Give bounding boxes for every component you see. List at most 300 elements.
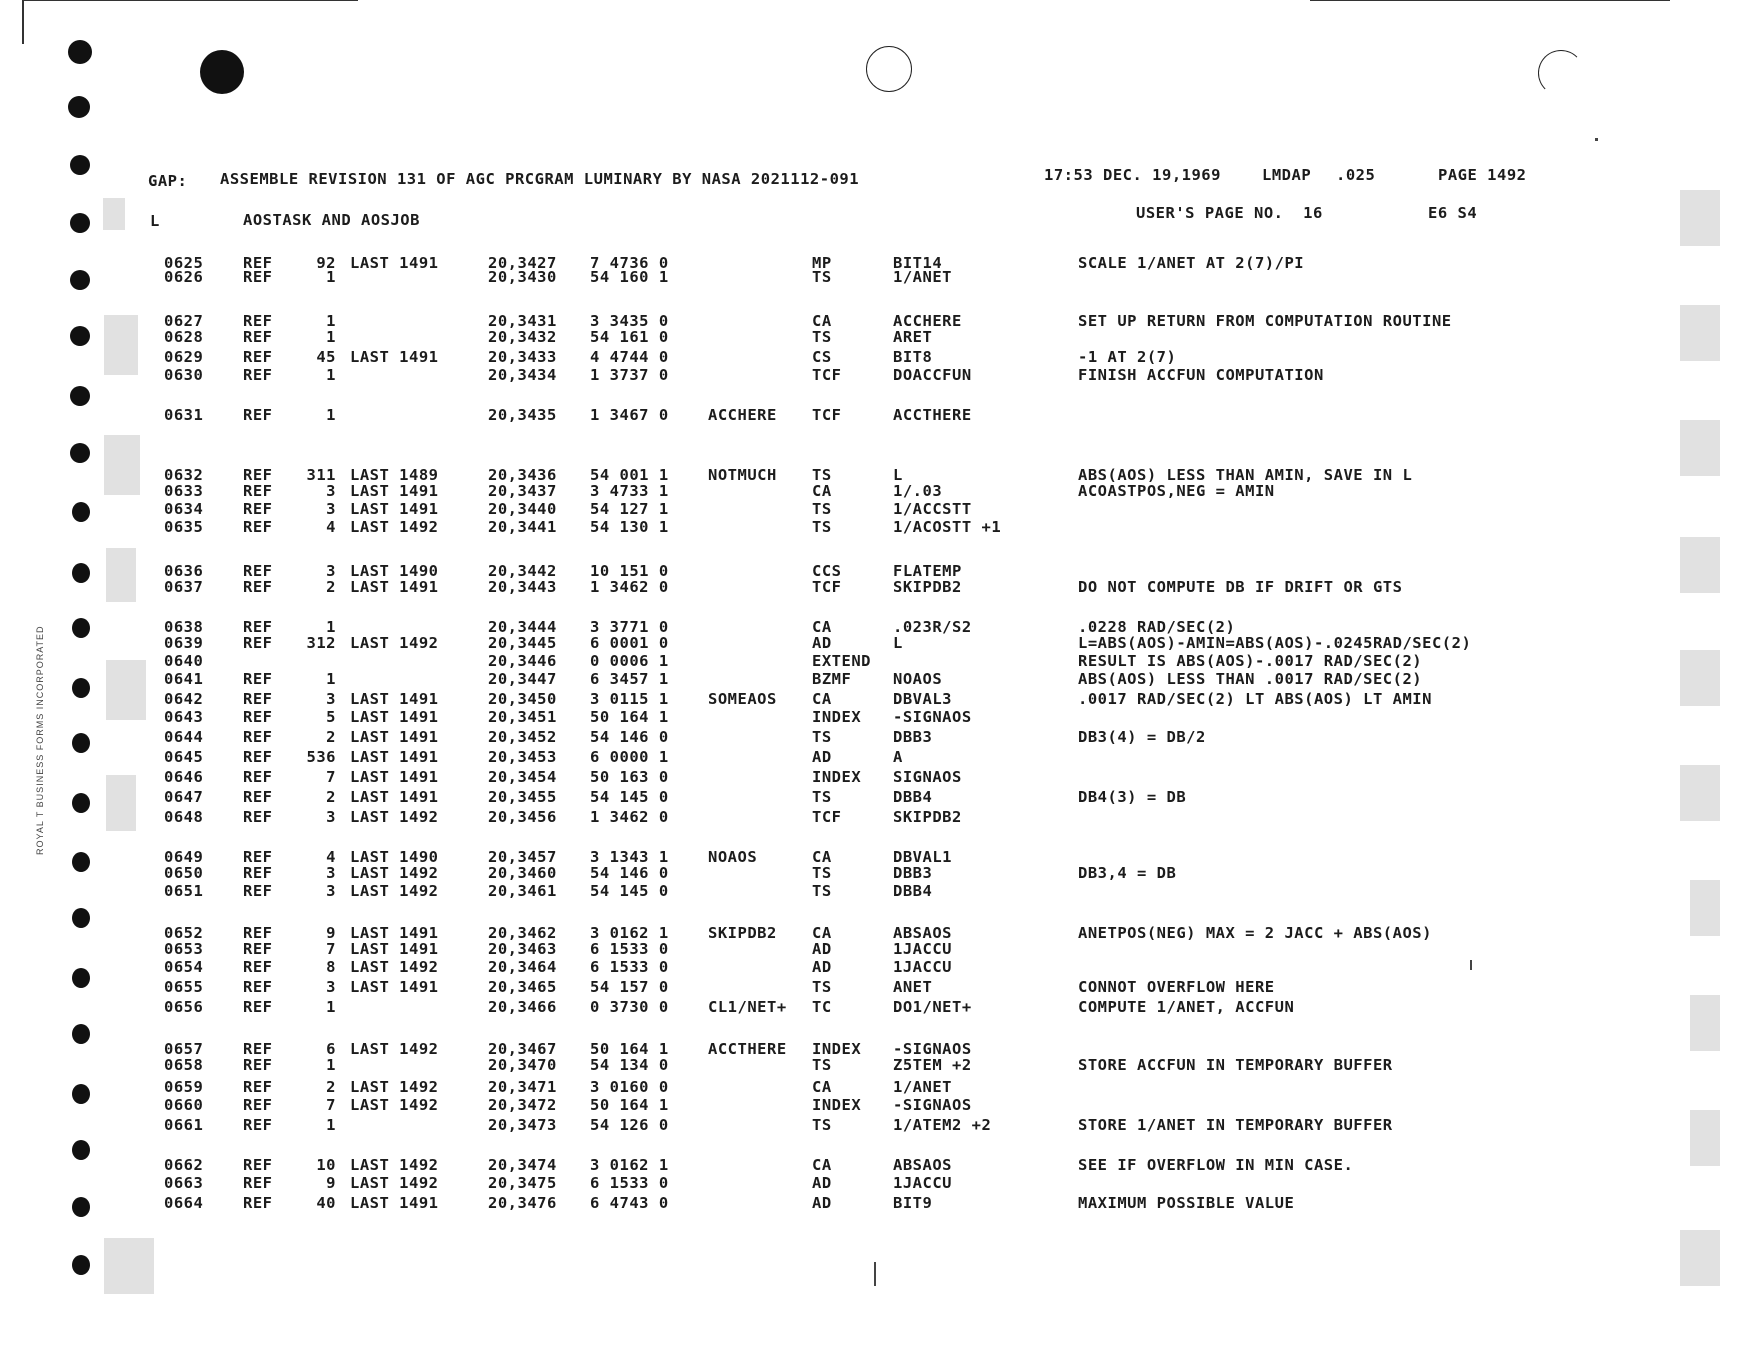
comment: STORE ACCFUN IN TEMPORARY BUFFER [1078,1056,1393,1074]
line-number: 0639 [164,634,204,652]
ref-label: REF [243,924,273,942]
ref-count: 2 [326,1078,336,1096]
operand: 1/ACCSTT [893,500,972,518]
last-ref: LAST 1491 [350,748,439,766]
line-number: 0663 [164,1174,204,1192]
header-timestamp: 17:53 DEC. 19,1969 [1044,166,1221,184]
line-number: 0659 [164,1078,204,1096]
operand: SIGNAOS [893,768,962,786]
opcode: CA [812,312,832,330]
listing-row [0,750,1740,768]
comment: L=ABS(AOS)-AMIN=ABS(AOS)-.0245RAD/SEC(2) [1078,634,1472,652]
last-ref: LAST 1492 [350,1156,439,1174]
octal-code: 54 146 0 [590,864,669,882]
ref-count: 45 [316,348,336,366]
last-ref: LAST 1492 [350,958,439,976]
octal-code: 3 3771 0 [590,618,669,636]
address: 20,3457 [488,848,557,866]
address: 20,3476 [488,1194,557,1212]
ref-count: 1 [326,998,336,1016]
opcode: TS [812,978,832,996]
ref-label: REF [243,1040,273,1058]
ref-label: REF [243,940,273,958]
ref-label: REF [243,864,273,882]
line-number: 0645 [164,748,204,766]
ref-label: REF [243,406,273,424]
listing-row [0,1000,1740,1018]
label: NOAOS [708,848,758,866]
octal-code: 3 1343 1 [590,848,669,866]
operand: DBVAL1 [893,848,952,866]
ref-label: REF [243,1078,273,1096]
opcode: TS [812,500,832,518]
opcode: EXTEND [812,652,871,670]
last-ref: LAST 1491 [350,482,439,500]
opcode: CA [812,618,832,636]
ref-count: 1 [326,1116,336,1134]
listing-row [0,330,1740,348]
comment: MAXIMUM POSSIBLE VALUE [1078,1194,1295,1212]
ref-label: REF [243,958,273,976]
ref-count: 3 [326,500,336,518]
listing-row [0,770,1740,788]
last-ref: LAST 1491 [350,1194,439,1212]
operand: ABSAOS [893,924,952,942]
address: 20,3441 [488,518,557,536]
comment: DB3,4 = DB [1078,864,1177,882]
comment: DB3(4) = DB/2 [1078,728,1206,746]
octal-code: 1 3737 0 [590,366,669,384]
address: 20,3463 [488,940,557,958]
ref-label: REF [243,578,273,596]
section-code: E6 S4 [1428,204,1478,222]
address: 20,3473 [488,1116,557,1134]
top-edge-line [22,0,358,1]
octal-code: 6 4743 0 [590,1194,669,1212]
left-edge-line [22,0,24,44]
line-number: 0651 [164,882,204,900]
section-title: AOSTASK AND AOSJOB [243,211,420,229]
opcode: AD [812,634,832,652]
octal-code: 50 163 0 [590,768,669,786]
octal-code: 50 164 1 [590,708,669,726]
octal-code: 54 160 1 [590,268,669,286]
feed-hole [70,155,90,175]
line-number: 0630 [164,366,204,384]
header-lmdap: LMDAP [1262,166,1312,184]
comment: CONNOT OVERFLOW HERE [1078,978,1275,996]
octal-code: 0 0006 1 [590,652,669,670]
operand: L [893,634,903,652]
opcode: TCF [812,366,842,384]
line-number: 0636 [164,562,204,580]
opcode: TCF [812,578,842,596]
line-number: 0631 [164,406,204,424]
scan-smudge [1680,190,1720,246]
opcode: AD [812,940,832,958]
last-ref: LAST 1492 [350,1096,439,1114]
label: SKIPDB2 [708,924,777,942]
ref-label: REF [243,254,273,272]
ref-count: 7 [326,768,336,786]
opcode: TS [812,466,832,484]
operand: DBB3 [893,728,933,746]
operand: 1/ACOSTT +1 [893,518,1002,536]
operand: 1/.03 [893,482,943,500]
opcode: TS [812,328,832,346]
line-number: 0635 [164,518,204,536]
address: 20,3452 [488,728,557,746]
operand: 1/ATEM2 +2 [893,1116,992,1134]
octal-code: 54 127 1 [590,500,669,518]
address: 20,3475 [488,1174,557,1192]
listing-row [0,1098,1740,1116]
listing-row [0,1118,1740,1136]
ref-count: 2 [326,728,336,746]
last-ref: LAST 1491 [350,940,439,958]
address: 20,3474 [488,1156,557,1174]
octal-code: 54 001 1 [590,466,669,484]
line-number: 0640 [164,652,204,670]
ref-label: REF [243,848,273,866]
ref-count: 3 [326,978,336,996]
last-ref: LAST 1492 [350,1040,439,1058]
address: 20,3472 [488,1096,557,1114]
octal-code: 1 3462 0 [590,578,669,596]
address: 20,3451 [488,708,557,726]
opcode: TCF [812,808,842,826]
ref-label: REF [243,268,273,286]
opcode: INDEX [812,1040,862,1058]
ref-count: 7 [326,940,336,958]
ref-label: REF [243,312,273,330]
comment: STORE 1/ANET IN TEMPORARY BUFFER [1078,1116,1393,1134]
opcode: CA [812,482,832,500]
operand: DBB3 [893,864,933,882]
address: 20,3443 [488,578,557,596]
line-number: 0653 [164,940,204,958]
octal-code: 6 1533 0 [590,1174,669,1192]
octal-code: 3 0162 1 [590,1156,669,1174]
address: 20,3432 [488,328,557,346]
octal-code: 54 126 0 [590,1116,669,1134]
comment: ANETPOS(NEG) MAX = 2 JACC + ABS(AOS) [1078,924,1432,942]
octal-code: 10 151 0 [590,562,669,580]
comment: COMPUTE 1/ANET, ACCFUN [1078,998,1295,1016]
line-number: 0628 [164,328,204,346]
operand: -SIGNAOS [893,708,972,726]
line-number: 0641 [164,670,204,688]
operand: 1JACCU [893,1174,952,1192]
address: 20,3461 [488,882,557,900]
line-number: 0633 [164,482,204,500]
ref-count: 10 [316,1156,336,1174]
ref-label: REF [243,882,273,900]
comment: DO NOT COMPUTE DB IF DRIFT OR GTS [1078,578,1403,596]
opcode: TS [812,864,832,882]
octal-code: 3 0160 0 [590,1078,669,1096]
operand: 1JACCU [893,940,952,958]
address: 20,3436 [488,466,557,484]
ref-count: 1 [326,1056,336,1074]
scan-mark [1595,138,1598,141]
operand: DOACCFUN [893,366,972,384]
operand: DBB4 [893,882,933,900]
ref-count: 1 [326,618,336,636]
opcode: MP [812,254,832,272]
opcode: AD [812,1194,832,1212]
feed-hole [70,443,90,463]
opcode: INDEX [812,708,862,726]
octal-code: 6 3457 1 [590,670,669,688]
opcode: TS [812,882,832,900]
address: 20,3467 [488,1040,557,1058]
header-version: .025 [1336,166,1376,184]
operand: Z5TEM +2 [893,1056,972,1074]
octal-code: 6 1533 0 [590,940,669,958]
line-number: 0650 [164,864,204,882]
octal-code: 54 145 0 [590,788,669,806]
octal-code: 54 161 0 [590,328,669,346]
opcode: CA [812,924,832,942]
octal-code: 3 3435 0 [590,312,669,330]
label: NOTMUCH [708,466,777,484]
octal-code: 54 157 0 [590,978,669,996]
ref-count: 2 [326,788,336,806]
octal-code: 54 134 0 [590,1056,669,1074]
octal-code: 50 164 1 [590,1040,669,1058]
operand: ACCTHERE [893,406,972,424]
address: 20,3442 [488,562,557,580]
opcode: AD [812,958,832,976]
last-ref: LAST 1492 [350,808,439,826]
operand: NOAOS [893,670,943,688]
ref-count: 4 [326,848,336,866]
ref-count: 3 [326,808,336,826]
scan-mark [1470,960,1472,970]
header-title: ASSEMBLE REVISION 131 OF AGC PRCGRAM LUMINARY BY NASA 2021112-091 [220,170,860,188]
line-number: 0637 [164,578,204,596]
comment: SET UP RETURN FROM COMPUTATION ROUTINE [1078,312,1452,330]
opcode: TCF [812,406,842,424]
line-number: 0660 [164,1096,204,1114]
last-ref: LAST 1492 [350,882,439,900]
scan-mark [874,1262,876,1286]
operand: SKIPDB2 [893,578,962,596]
line-number: 0642 [164,690,204,708]
top-edge-line-right [1310,0,1670,1]
operand: ACCHERE [893,312,962,330]
ref-count: 5 [326,708,336,726]
feed-hole [72,1024,90,1044]
ref-count: 312 [306,634,336,652]
feed-hole [68,96,90,118]
listing-row [0,1176,1740,1194]
address: 20,3445 [488,634,557,652]
octal-code: 54 146 0 [590,728,669,746]
last-ref: LAST 1491 [350,924,439,942]
ref-label: REF [243,1116,273,1134]
line-number: 0647 [164,788,204,806]
operand: ABSAOS [893,1156,952,1174]
octal-code: 50 164 1 [590,1096,669,1114]
comment: ABS(AOS) LESS THAN .0017 RAD/SEC(2) [1078,670,1423,688]
listing-row [0,980,1740,998]
ref-label: REF [243,1096,273,1114]
last-ref: LAST 1491 [350,788,439,806]
comment: RESULT IS ABS(AOS)-.0017 RAD/SEC(2) [1078,652,1423,670]
listing-row [0,672,1740,690]
ref-label: REF [243,708,273,726]
opcode: AD [812,748,832,766]
octal-code: 6 1533 0 [590,958,669,976]
octal-code: 3 0115 1 [590,690,669,708]
last-ref: LAST 1491 [350,978,439,996]
ref-count: 9 [326,1174,336,1192]
operand: 1/ANET [893,1078,952,1096]
last-ref: LAST 1492 [350,518,439,536]
opcode: INDEX [812,1096,862,1114]
operand: FLATEMP [893,562,962,580]
opcode: TS [812,1116,832,1134]
opcode: INDEX [812,768,862,786]
opcode: CS [812,348,832,366]
address: 20,3450 [488,690,557,708]
operand: ANET [893,978,933,996]
line-number: 0661 [164,1116,204,1134]
last-ref: LAST 1491 [350,728,439,746]
binder-ring [866,46,912,92]
ref-count: 1 [326,406,336,424]
address: 20,3454 [488,768,557,786]
last-ref: LAST 1491 [350,690,439,708]
ref-count: 3 [326,864,336,882]
line-number: 0662 [164,1156,204,1174]
address: 20,3437 [488,482,557,500]
ref-label: REF [243,562,273,580]
listing-row [0,580,1740,598]
opcode: BZMF [812,670,852,688]
label: CL1/NET+ [708,998,787,1016]
line-number: 0643 [164,708,204,726]
ref-count: 1 [326,366,336,384]
ref-label: REF [243,670,273,688]
line-number: 0657 [164,1040,204,1058]
last-ref: LAST 1492 [350,1078,439,1096]
ref-label: REF [243,998,273,1016]
ref-label: REF [243,978,273,996]
line-number: 0648 [164,808,204,826]
last-ref: LAST 1492 [350,1174,439,1192]
ref-count: 3 [326,482,336,500]
ref-count: 9 [326,924,336,942]
line-number: 0654 [164,958,204,976]
line-number: 0658 [164,1056,204,1074]
ref-count: 2 [326,578,336,596]
operand: BIT14 [893,254,943,272]
subheader-l: L [150,212,160,230]
users-page-number: USER'S PAGE NO. 16 [1136,204,1323,222]
scan-smudge [104,1238,154,1294]
ref-count: 3 [326,882,336,900]
ref-count: 3 [326,562,336,580]
comment: SCALE 1/ANET AT 2(7)/PI [1078,254,1305,272]
ref-label: REF [243,482,273,500]
address: 20,3455 [488,788,557,806]
operand: DO1/NET+ [893,998,972,1016]
address: 20,3435 [488,406,557,424]
margin-vertical-text: ROYAL T BUSINESS FORMS INCORPORATED [35,625,45,855]
address: 20,3471 [488,1078,557,1096]
ref-count: 1 [326,328,336,346]
line-number: 0649 [164,848,204,866]
address: 20,3431 [488,312,557,330]
last-ref: LAST 1492 [350,634,439,652]
operand: BIT9 [893,1194,933,1212]
address: 20,3427 [488,254,557,272]
operand: 1/ANET [893,268,952,286]
last-ref: LAST 1490 [350,848,439,866]
opcode: TS [812,518,832,536]
line-number: 0634 [164,500,204,518]
address: 20,3453 [488,748,557,766]
operand: ARET [893,328,933,346]
octal-code: 7 4736 0 [590,254,669,272]
listing-row [0,710,1740,728]
last-ref: LAST 1491 [350,348,439,366]
opcode: CCS [812,562,842,580]
octal-code: 1 3467 0 [590,406,669,424]
last-ref: LAST 1491 [350,708,439,726]
address: 20,3434 [488,366,557,384]
address: 20,3464 [488,958,557,976]
line-number: 0629 [164,348,204,366]
address: 20,3440 [488,500,557,518]
ref-count: 8 [326,958,336,976]
listing-row [0,1196,1740,1214]
operand: -SIGNAOS [893,1096,972,1114]
label: ACCHERE [708,406,777,424]
feed-hole [200,50,244,94]
address: 20,3446 [488,652,557,670]
comment: .0017 RAD/SEC(2) LT ABS(AOS) LT AMIN [1078,690,1432,708]
line-number: 0632 [164,466,204,484]
line-number: 0646 [164,768,204,786]
listing-row [0,270,1740,288]
ref-label: REF [243,728,273,746]
line-number: 0644 [164,728,204,746]
octal-code: 0 3730 0 [590,998,669,1016]
octal-code: 4 4744 0 [590,348,669,366]
comment: ACOASTPOS,NEG = AMIN [1078,482,1275,500]
address: 20,3456 [488,808,557,826]
address: 20,3460 [488,864,557,882]
opcode: AD [812,1174,832,1192]
last-ref: LAST 1489 [350,466,439,484]
ref-label: REF [243,768,273,786]
operand: A [893,748,903,766]
ref-label: REF [243,1056,273,1074]
listing-row [0,1058,1740,1076]
ref-count: 4 [326,518,336,536]
feed-hole [72,1255,90,1275]
octal-code: 3 0162 1 [590,924,669,942]
opcode: CA [812,848,832,866]
header-page: PAGE 1492 [1438,166,1527,184]
listing-row [0,520,1740,538]
line-number: 0626 [164,268,204,286]
feed-hole [72,1140,90,1160]
